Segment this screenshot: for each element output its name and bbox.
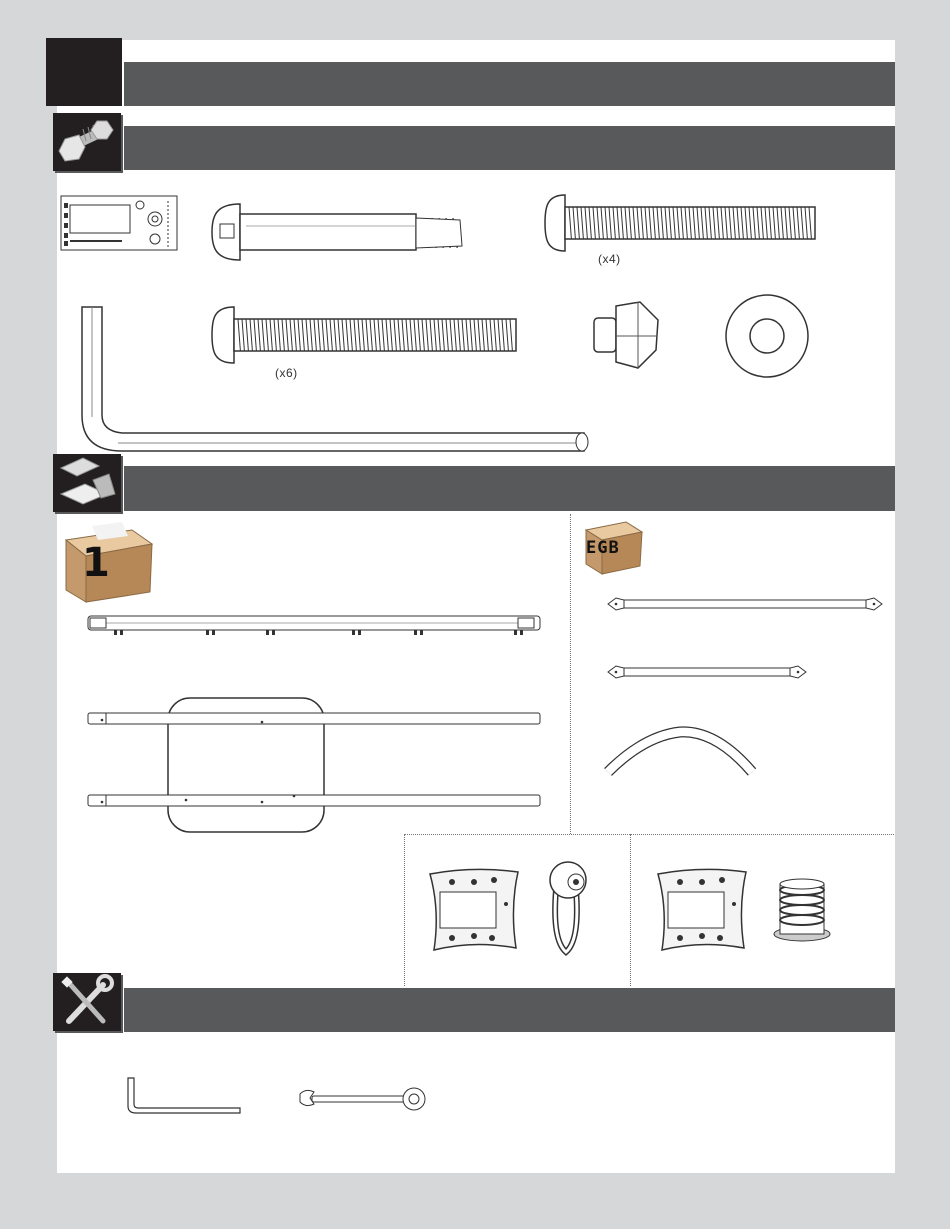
threaded-insert-illustration xyxy=(772,876,832,942)
wrench-screwdriver-icon xyxy=(53,973,121,1031)
carton-1-number: 1 xyxy=(82,540,110,586)
divider-vertical-1 xyxy=(570,514,571,834)
pulley-bracket-illustration xyxy=(546,860,590,956)
divider-horizontal xyxy=(404,834,894,835)
medium-bolt-illustration xyxy=(210,305,520,367)
bracket-icon xyxy=(53,454,121,512)
step-number-tile xyxy=(46,38,122,106)
hardware-pack-a-illustration xyxy=(428,866,522,952)
curved-tube-illustration xyxy=(604,726,756,784)
step-title-bar xyxy=(124,62,895,106)
long-bolt-quantity: (x4) xyxy=(598,252,621,266)
combination-wrench-tool-illustration xyxy=(298,1086,428,1114)
stabilizer-bar-long-illustration xyxy=(606,596,884,612)
washer-illustration xyxy=(724,293,810,379)
parts-section-bar xyxy=(124,466,895,511)
allen-wrench-tool-illustration xyxy=(126,1076,242,1114)
medium-bolt-quantity: (x6) xyxy=(275,366,298,380)
hardware-section-bar xyxy=(124,126,895,170)
carton-egb-label: EGB xyxy=(586,538,620,558)
frame-rail-illustration xyxy=(86,614,542,638)
hardware-pack-b-illustration xyxy=(656,866,750,952)
divider-vertical-2 xyxy=(404,834,405,986)
long-bolt-illustration xyxy=(543,193,818,255)
tube-plate-assembly-illustration xyxy=(86,696,544,834)
divider-vertical-3 xyxy=(630,834,631,986)
hex-nut-illustration xyxy=(590,298,662,370)
bolt-nut-icon xyxy=(53,113,121,171)
shoulder-bolt-illustration xyxy=(210,202,466,266)
stabilizer-bar-short-illustration xyxy=(606,664,808,680)
tools-section-bar xyxy=(124,988,895,1032)
hardware-card-illustration xyxy=(60,195,178,251)
